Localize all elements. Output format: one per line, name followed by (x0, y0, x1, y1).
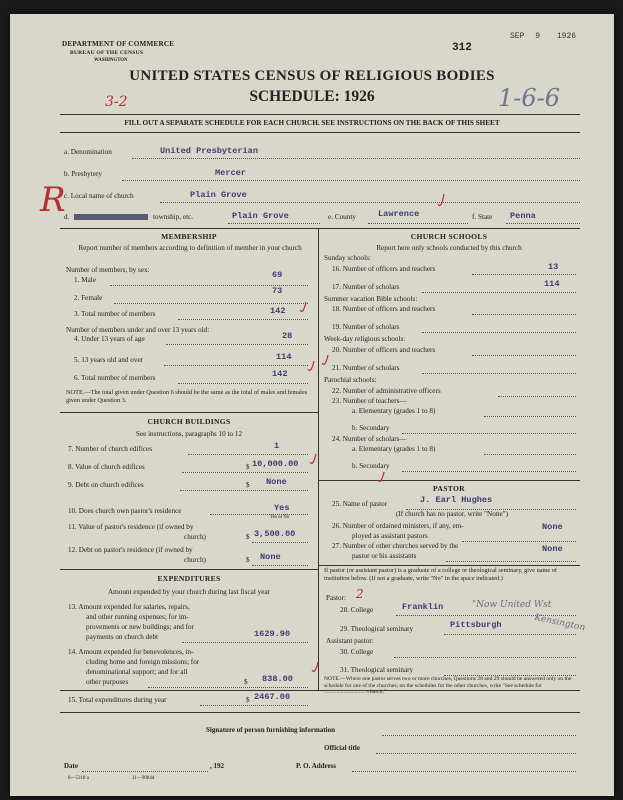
stamp-year: 1926 (556, 32, 577, 41)
pastor-subheading: Pastor: (326, 594, 346, 602)
city-label: WASHINGTON (94, 58, 128, 63)
q20-label: 20. Number of officers and teachers (332, 346, 436, 354)
state-value: Penna (510, 211, 536, 221)
q28-college-value: Franklin (402, 602, 444, 612)
presbytery-value: Mercer (215, 168, 246, 178)
q14-label-2: cluding home and foreign missions; for (86, 658, 200, 666)
q8-dollar: $ (246, 463, 250, 471)
township-label: d. township, etc. (64, 213, 194, 221)
q18-label: 18. Number of officers and teachers (332, 305, 436, 313)
members-by-sex-label: Number of members, by sex: (66, 266, 150, 274)
q23-label: 23. Number of teachers— (332, 397, 407, 405)
county-value: Lawrence (378, 209, 420, 219)
buildings-subheading: See instructions, paragraphs 10 to 12 (135, 430, 243, 438)
schools-heading: CHURCH SCHOOLS (410, 232, 488, 241)
members-by-age-label: Number of members under and over 13 years old: (66, 326, 210, 334)
q24a-label: a. Elementary (grades 1 to 8) (352, 445, 436, 453)
local-name-value: Plain Grove (190, 190, 247, 200)
q12-dollar: $ (246, 556, 250, 564)
handwritten-2: 2 (356, 587, 364, 601)
q19-label: 19. Number of scholars (332, 323, 400, 331)
local-name-label: c. Local name of church (64, 192, 134, 200)
handwritten-code-right: 1-6-6 (498, 84, 561, 112)
q12-label: 12. Debt on pastor's residence (if owned by (68, 546, 193, 554)
membership-note: NOTE.—The total given under Question 6 should be the same as the total of males and females given under Question 3. (66, 389, 308, 404)
q17-label: 17. Number of scholars (332, 283, 400, 291)
q3-total-value: 142 (270, 306, 286, 316)
q7-edifices-value: 1 (274, 441, 280, 451)
signature-label: Signature of person furnishing information (206, 726, 335, 734)
q29-label: 29. Theological seminary (340, 625, 414, 633)
q1-male-value: 69 (272, 270, 283, 280)
official-title-label: Official title (324, 744, 360, 752)
q5-over13-value: 114 (276, 352, 292, 362)
q15-label: 15. Total expenditures during year (68, 696, 167, 704)
department-label: DEPARTMENT OF COMMERCE (62, 40, 175, 48)
date-label: Date (64, 762, 78, 770)
q24b-label: b. Secondary (352, 462, 390, 470)
sunday-schools-label: Sunday schools: (324, 254, 371, 262)
schools-intro: Report here only schools conducted by this church (376, 244, 522, 252)
q5-label: 5. 13 years old and over (74, 356, 144, 364)
instruction-banner: FILL OUT A SEPARATE SCHEDULE FOR EACH CHURCH. SEE INSTRUCTIONS ON THE BACK OF THIS SHEET (124, 119, 500, 127)
census-schedule-sheet (10, 14, 614, 796)
form-title: UNITED STATES CENSUS OF RELIGIOUS BODIES (129, 68, 495, 84)
q15-total-value: 2467.00 (254, 692, 291, 702)
q26-label: 26. Number of ordained ministers, if any, em- (332, 522, 464, 530)
denomination-value: United Presbyterian (160, 146, 258, 156)
q12-label-cont: church) (184, 556, 206, 564)
print-code-2: 11—9084d (132, 776, 155, 781)
stamp-day: 9 (535, 32, 541, 41)
q13-label-4: payments on church debt (86, 633, 159, 641)
q11-value: 3,500.00 (254, 529, 296, 539)
q13-value: 1629.90 (254, 629, 291, 639)
q14-label-3: denominational support; and for all (86, 668, 188, 676)
q14-label: 14. Amount expended for benevolences, in- (68, 648, 194, 656)
q4-label: 4. Under 13 years of age (74, 335, 145, 343)
po-address-label: P. O. Address (296, 762, 337, 770)
q9-debt-value: None (266, 477, 287, 487)
q28-handwritten-note: "Now United Wst (472, 600, 552, 610)
weekday-schools-label: Week-day religious schools: (324, 335, 406, 343)
handwritten-checkmarks (10, 14, 614, 796)
q14-label-4: other purposes (86, 678, 129, 686)
q14-value: 838.00 (262, 674, 293, 684)
township-value: Plain Grove (232, 211, 289, 221)
q1-label: 1. Male (74, 276, 96, 284)
county-label: e. County (328, 213, 356, 221)
q25-label: 25. Name of pastor (332, 500, 388, 508)
stamp-month: SEP (510, 32, 525, 41)
q4-under13-value: 28 (282, 331, 293, 341)
q27-value: None (542, 544, 563, 554)
q31-label: 31. Theological seminary (340, 666, 414, 674)
q25-note: (If church has no pastor, write "None") (396, 510, 508, 518)
q10-label: 10. Does church own pastor's residence (68, 507, 182, 515)
q11-label: 11. Value of pastor's residence (if owned by (68, 523, 194, 531)
q13-label-2: and other running expenses; for im- (86, 613, 189, 621)
q27-label-cont: pastor or his assistants (352, 552, 417, 560)
q8-value: 10,000.00 (252, 459, 299, 469)
graduate-note: If pastor (or assistant pastor) is a graduate of a college or theological seminary, give name of institution below. (If not a graduate, write "No" in the space indicated.) (324, 567, 558, 582)
q3-label: 3. Total number of members (74, 310, 156, 318)
q6-label: 6. Total number of members (74, 374, 156, 382)
q28-label: 28. College (340, 606, 374, 614)
q16-value: 13 (548, 262, 559, 272)
q10-value: Yes (274, 503, 290, 513)
summer-schools-label: Summer vacation Bible schools: (324, 295, 418, 303)
presbytery-label: b. Presbytery (64, 170, 102, 178)
membership-heading: MEMBERSHIP (161, 232, 217, 241)
form-number: 312 (452, 42, 472, 54)
q21-label: 21. Number of scholars (332, 364, 400, 372)
q29-seminary-value: Pittsburgh (450, 620, 502, 630)
q9-label: 9. Debt on church edifices (68, 481, 144, 489)
q25-pastor-name: J. Earl Hughes (420, 495, 493, 505)
bureau-label: BUREAU OF THE CENSUS (70, 50, 144, 56)
print-code-1: 8—5318 a (68, 776, 89, 781)
q9-dollar: $ (246, 481, 250, 489)
q16-label: 16. Number of officers and teachers (332, 265, 436, 273)
yes-no-hint: Yes or No (270, 515, 290, 520)
q14-dollar: $ (244, 678, 248, 686)
q27-label: 27. Number of other churches served by the (332, 542, 459, 550)
q29-handwritten-note: Kensington (533, 612, 586, 634)
pastor-note: NOTE.—Where one pastor serves two or more churches, Questions 28 and 29 should be answered only on the schedule for one of the churches; on the schedules for the other churches, write "See schedule for .............................. church." (324, 676, 572, 696)
q23a-label: a. Elementary (grades 1 to 8) (352, 407, 436, 415)
q13-label-3: provements or new buildings; and for (86, 623, 194, 631)
q30-label: 30. College (340, 648, 374, 656)
denomination-label: a. Denomination (64, 148, 112, 156)
expenditures-heading: EXPENDITURES (157, 574, 221, 583)
q11-dollar: $ (246, 533, 250, 541)
q15-dollar: $ (246, 696, 250, 704)
q17-value: 114 (544, 279, 560, 289)
q22-label: 22. Number of administrative officers (332, 387, 441, 395)
q2-female-value: 73 (272, 286, 283, 296)
membership-intro: Report number of members according to definition of member in your church (78, 244, 302, 252)
q2-label: 2. Female (74, 294, 103, 302)
handwritten-r-mark: R (40, 180, 66, 220)
date-year: , 192 (210, 762, 224, 770)
q11-label-cont: church) (184, 533, 206, 541)
schedule-title: SCHEDULE: 1926 (249, 88, 375, 105)
pastor-heading: PASTOR (433, 484, 465, 493)
q7-label: 7. Number of church edifices (68, 445, 153, 453)
q23b-label: b. Secondary (352, 424, 390, 432)
q12-value: None (260, 552, 281, 562)
q26-value: None (542, 522, 563, 532)
q24-label: 24. Number of scholars— (332, 435, 407, 443)
parochial-schools-label: Parochial schools: (324, 376, 377, 384)
buildings-heading: CHURCH BUILDINGS (147, 417, 231, 426)
q26-label-cont: ployed as assistant pastors (352, 532, 428, 540)
q8-label: 8. Value of church edifices (68, 463, 145, 471)
assistant-pastor-subheading: Assistant pastor: (326, 637, 374, 645)
expenditures-subheading: Amount expended by your church during last fiscal year (107, 588, 271, 596)
q13-label: 13. Amount expended for salaries, repairs, (68, 603, 190, 611)
state-label: f. State (472, 213, 493, 221)
handwritten-code-left: 3-2 (105, 94, 128, 110)
q6-total-value: 142 (272, 369, 288, 379)
